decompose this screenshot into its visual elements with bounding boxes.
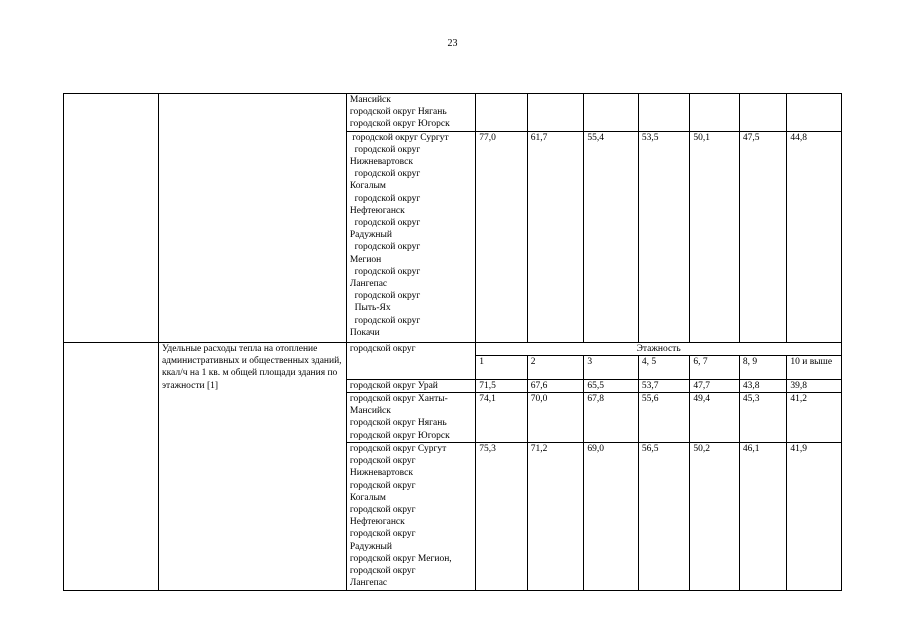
places-cell: городской округ Урай <box>346 379 475 392</box>
floor-header: 6, 7 <box>690 355 740 379</box>
value-cell: 39,8 <box>787 379 842 392</box>
floor-header: 2 <box>527 355 584 379</box>
value-cell: 67,8 <box>584 393 639 443</box>
empty-cell <box>64 94 159 343</box>
value-cell: 67,6 <box>527 379 584 392</box>
empty-cell <box>64 342 159 590</box>
value-cell <box>527 94 584 132</box>
value-cell: 44,8 <box>787 131 842 342</box>
places-cell: городской округ Сургут городской округ Нижневартовск городской округ Когалым городской округ Нефтеюганск городской округ Радужный городской округ Мегион городской округ Лангепас городской округ Пыть-Ях городской округ Покачи <box>346 131 475 342</box>
value-cell <box>476 94 528 132</box>
value-cell <box>584 94 639 132</box>
value-cell: 43,8 <box>739 379 786 392</box>
value-cell: 55,6 <box>638 393 690 443</box>
value-cell: 41,2 <box>787 393 842 443</box>
value-cell: 47,7 <box>690 379 740 392</box>
value-cell: 61,7 <box>527 131 584 342</box>
value-cell: 71,2 <box>527 443 584 591</box>
value-cell: 56,5 <box>638 443 690 591</box>
table-header-row <box>64 342 842 355</box>
indicator-description: Удельные расходы тепла на отопление административных и общественных зданий, ккал/ч на 1 кв. м общей площади здания по этажности [1] <box>158 342 346 590</box>
value-cell: 46,1 <box>739 443 786 591</box>
places-cell: городской округ Сургут городской округ Нижневартовск городской округ Когалым городской округ Нефтеюганск городской округ Радужный городской округ Мегион, городской округ Лангепас <box>346 443 475 591</box>
header-place: городской округ <box>346 342 475 379</box>
heating-consumption-table <box>63 93 842 591</box>
value-cell: 45,3 <box>739 393 786 443</box>
places-cell: городской округ Ханты- Мансийск городской округ Нягань городской округ Югорск <box>346 393 475 443</box>
places-cell: Мансийск городской округ Нягань городской округ Югорск <box>346 94 475 132</box>
floor-header: 3 <box>584 355 639 379</box>
value-cell <box>690 94 740 132</box>
value-cell <box>638 94 690 132</box>
value-cell: 74,1 <box>476 393 528 443</box>
value-cell <box>739 94 786 132</box>
value-cell: 71,5 <box>476 379 528 392</box>
value-cell: 47,5 <box>739 131 786 342</box>
value-cell: 50,2 <box>690 443 740 591</box>
value-cell: 70,0 <box>527 393 584 443</box>
value-cell: 77,0 <box>476 131 528 342</box>
value-cell: 41,9 <box>787 443 842 591</box>
value-cell: 69,0 <box>584 443 639 591</box>
value-cell: 53,5 <box>638 131 690 342</box>
floor-header: 10 и выше <box>787 355 842 379</box>
table-row <box>64 94 842 132</box>
value-cell: 55,4 <box>584 131 639 342</box>
floor-header: 8, 9 <box>739 355 786 379</box>
floor-header: 1 <box>476 355 528 379</box>
floor-header: 4, 5 <box>638 355 690 379</box>
value-cell: 50,1 <box>690 131 740 342</box>
empty-cell <box>158 94 346 343</box>
page-number: 23 <box>447 38 458 49</box>
floors-header-title: Этажность <box>476 342 842 355</box>
value-cell: 65,5 <box>584 379 639 392</box>
value-cell: 49,4 <box>690 393 740 443</box>
value-cell: 53,7 <box>638 379 690 392</box>
value-cell: 75,3 <box>476 443 528 591</box>
value-cell <box>787 94 842 132</box>
